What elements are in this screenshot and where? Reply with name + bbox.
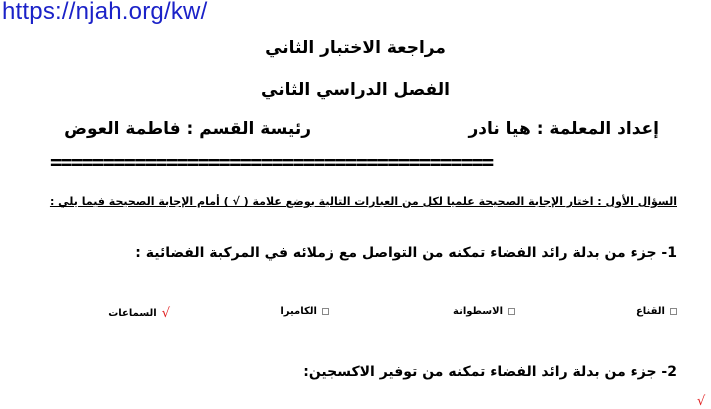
option-label: السماعات: [108, 308, 157, 319]
option-cylinder[interactable]: [453, 306, 515, 317]
check-mark-icon: √: [161, 306, 170, 321]
question-2-text: 2- جزء من بدلة رائد الفضاء تمكنه من توفير الاكسجين:: [303, 364, 677, 380]
page-title: مراجعة الاختبار الثاني: [265, 38, 446, 58]
checkbox-icon[interactable]: [508, 308, 515, 315]
watermark-url[interactable]: https://njah.org/kw/: [2, 0, 208, 25]
check-mark-icon: √: [697, 394, 706, 409]
separator-line: ==========================================: [50, 150, 493, 174]
question-instruction: السؤال الأول : اختار الإجابة الصحيحة علميا لكل من العبارات التالية بوضع علامة ( √ ) أمام الإجابة الصحيحة فيما يلي :: [49, 195, 677, 208]
option-label: القناع: [635, 306, 665, 317]
option-label: الاسطوانة: [453, 306, 503, 317]
checkbox-icon[interactable]: [670, 308, 677, 315]
page-subtitle: الفصل الدراسي الثاني: [261, 80, 450, 100]
department-head: رئيسة القسم : فاطمة العوض: [64, 119, 311, 139]
checkbox-icon[interactable]: [322, 308, 329, 315]
option-mask[interactable]: [636, 306, 677, 317]
option-label: الكاميرا: [280, 306, 317, 317]
option-headphones[interactable]: [108, 306, 170, 321]
question-1-text: 1- جزء من بدلة رائد الفضاء تمكنه من التواصل مع زملائه في المركبة الفضائية :: [135, 245, 677, 261]
option-camera[interactable]: [280, 306, 329, 317]
prepared-by: إعداد المعلمة : هيا نادر: [468, 119, 659, 139]
